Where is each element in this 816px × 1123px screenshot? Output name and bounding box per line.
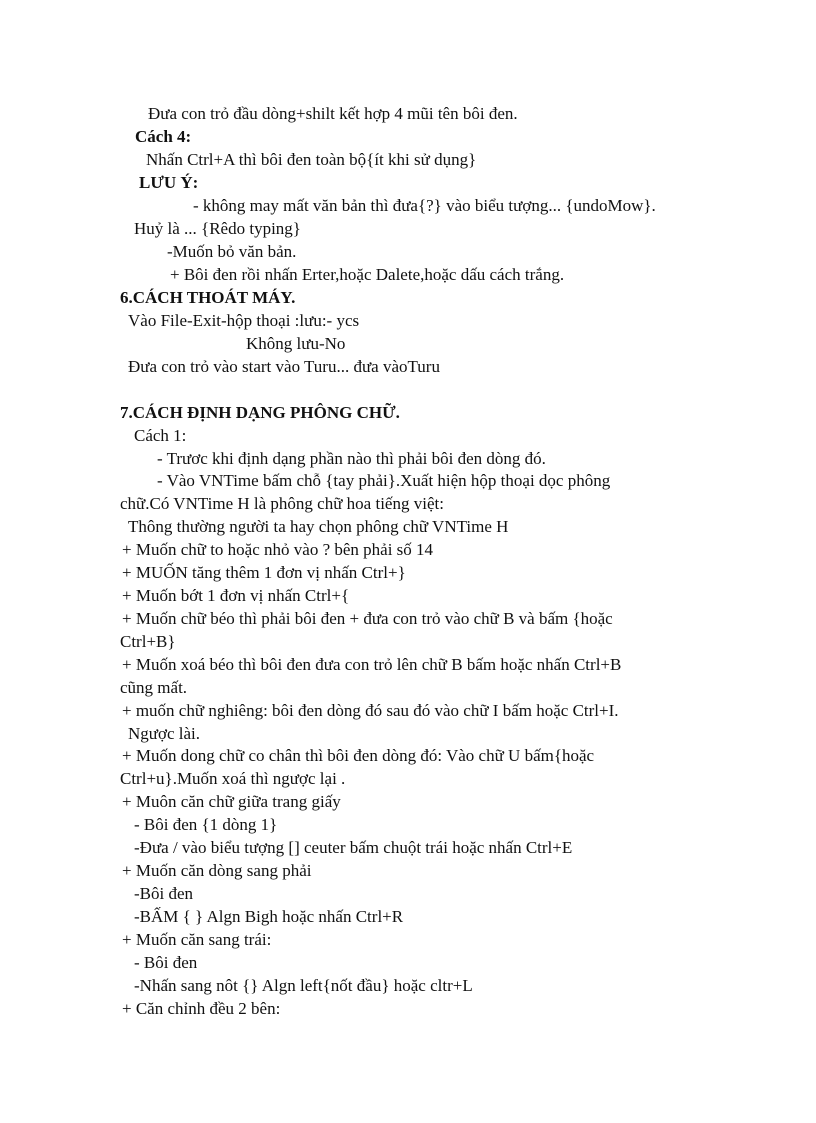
text-line: + Muốn căn dòng sang phải [122, 861, 312, 880]
text-line: Thông thường người ta hay chọn phông chữ VNTime H [128, 517, 509, 536]
text-line: Cách 1: [134, 426, 187, 445]
text-line: -Muốn bỏ văn bản. [167, 242, 297, 261]
text-line: -Nhấn sang nôt {} Algn left{nốt đầu} hoặc cltr+L [134, 976, 473, 995]
text-line: + Muốn xoá béo thì bôi đen đưa con trỏ lên chữ B bấm hoặc nhấn Ctrl+B [122, 655, 622, 674]
text-line: -Bôi đen [134, 884, 194, 903]
text-line: - không may mất văn bản thì đưa{?} vào biểu tượng... {undoMow}. [193, 196, 656, 215]
text-line: + muốn chữ nghiêng: bôi đen dòng đó sau đó vào chữ I bấm hoặc Ctrl+I. [122, 701, 619, 720]
text-line: - Trươc khi định dạng phần nào thì phải bôi đen dòng đó. [157, 449, 546, 468]
text-line: Đưa con trỏ vào start vào Turu... đưa vàoTuru [128, 357, 440, 376]
text-line: + Muốn chữ to hoặc nhỏ vào ? bên phải số 14 [122, 540, 434, 559]
section-heading: Cách 4: [135, 127, 192, 146]
text-line: -Đưa / vào biểu tượng [] ceuter bấm chuột trái hoặc nhấn Ctrl+E [134, 838, 573, 857]
text-line: + Muốn căn sang trái: [122, 930, 272, 949]
text-line: Ngược lài. [128, 724, 201, 743]
text-line: chữ.Có VNTime H là phông chữ hoa tiếng việt: [120, 494, 444, 513]
text-line: -BẤM { } Algn Bigh hoặc nhấn Ctrl+R [134, 907, 404, 926]
text-line: cũng mất. [120, 678, 188, 697]
text-line: + Bôi đen rồi nhấn Erter,hoặc Dalete,hoặc dấu cách trắng. [170, 265, 565, 284]
text-line: - Bôi đen [134, 953, 198, 972]
text-line: Huỷ là ... {Rêdo typing} [134, 219, 301, 238]
text-line: Không lưu-No [246, 334, 346, 353]
section-heading: LƯU Ý: [139, 173, 199, 192]
text-line: Vào File-Exit-hộp thoại :lưu:- ycs [128, 311, 360, 330]
section-heading: 7.CÁCH ĐỊNH DẠNG PHÔNG CHỮ. [120, 403, 400, 422]
section-heading: 6.CÁCH THOÁT MÁY. [120, 288, 296, 307]
text-line: Ctrl+B} [120, 632, 176, 651]
text-line: + Muốn bớt 1 đơn vị nhấn Ctrl+{ [122, 586, 350, 605]
text-line: + Muôn căn chữ giữa trang giấy [122, 792, 341, 811]
text-line: + Căn chỉnh đều 2 bên: [122, 999, 281, 1018]
text-line: Đưa con trỏ đầu dòng+shilt kết hợp 4 mũi tên bôi đen. [148, 104, 518, 123]
text-line: + MUỐN tăng thêm 1 đơn vị nhấn Ctrl+} [122, 563, 406, 582]
text-line: + Muốn chữ béo thì phải bôi đen + đưa con trỏ vào chữ B và bấm {hoặc [122, 609, 613, 628]
text-line: Nhấn Ctrl+A thì bôi đen toàn bộ{ít khi sử dụng} [146, 150, 477, 169]
text-line: - Bôi đen {1 dòng 1} [134, 815, 278, 834]
text-line: + Muốn dong chữ co chân thì bôi đen dòng đó: Vào chữ U bấm{hoặc [122, 746, 595, 765]
text-line: - Vào VNTime bấm chỗ {tay phải}.Xuất hiện hộp thoại dọc phông [157, 471, 611, 490]
text-line: Ctrl+u}.Muốn xoá thì ngược lại . [120, 769, 346, 788]
